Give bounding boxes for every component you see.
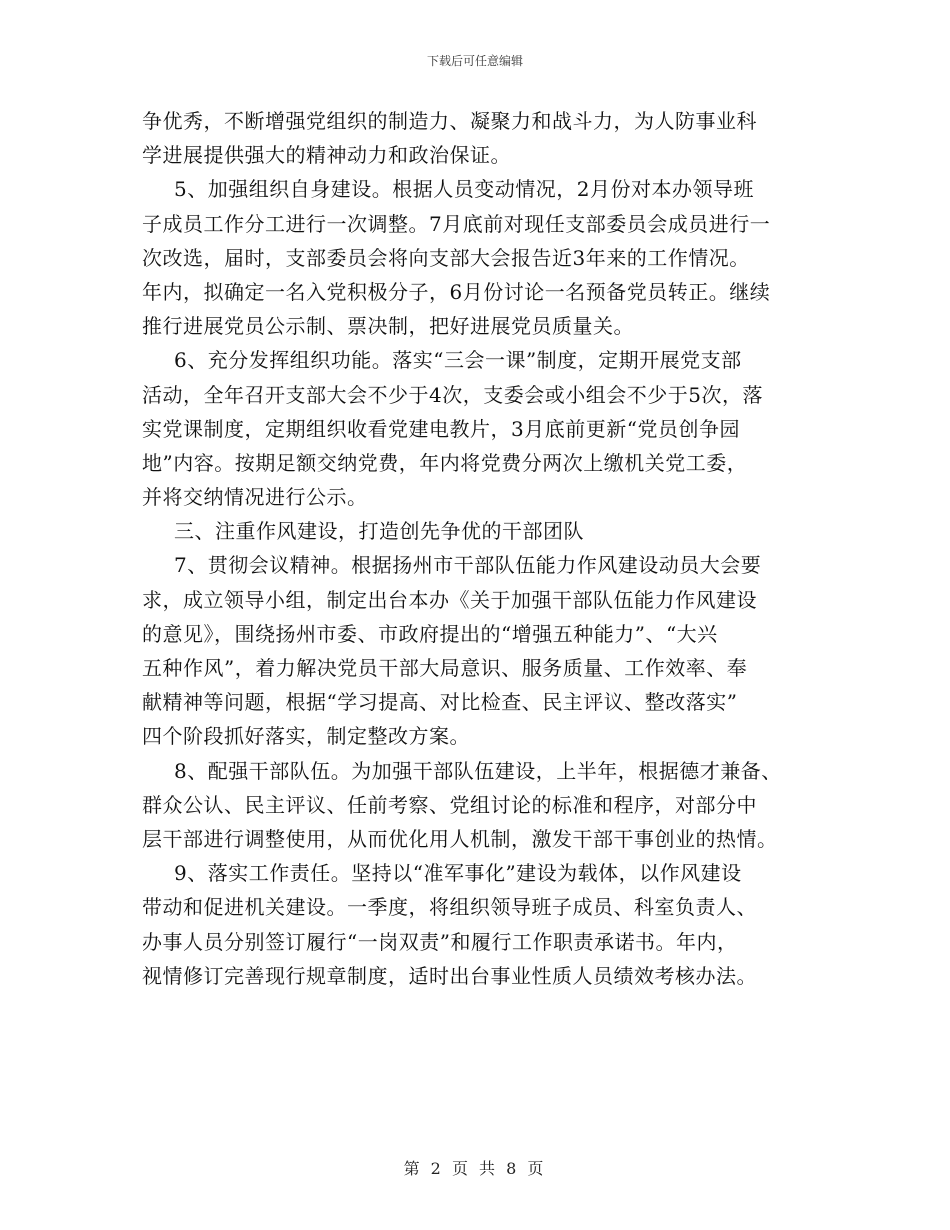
text-line: 学进展提供强大的精神动力和政治保证。	[142, 143, 511, 168]
text-line: 实党课制度，定期组织收看党建电教片，3月底前更新“党员创争园	[142, 416, 740, 441]
text-line: 地”内容。按期足额交纳党费，年内将党费分两次上缴机关党工委，	[142, 450, 748, 475]
text-line: 的意见》，围绕扬州市委、市政府提出的“增强五种能力”、“大兴	[142, 621, 718, 646]
text-line: 献精神等问题，根据“学习提高、对比检查、民主评议、整改落实”	[142, 690, 738, 715]
page-number: 第 2 页 共 8 页	[403, 1159, 547, 1178]
text-line: 视情修订完善现行规章制度，适时出台事业性质人员绩效考核办法。	[142, 963, 757, 988]
paragraph-start: 6、充分发挥组织功能。落实“三会一课”制度，定期开展党支部	[174, 348, 742, 373]
text-line: 层干部进行调整使用，从而优化用人机制，激发干部干事创业的热情。	[142, 826, 778, 851]
document-body	[142, 104, 822, 993]
paragraph-start: 9、落实工作责任。坚持以“准军事化”建设为载体，以作风建设	[174, 861, 742, 886]
text-line: 办事人员分别签订履行“一岗双责”和履行工作职责承诺书。年内，	[142, 929, 738, 954]
text-line: 五种作风”，着力解决党员干部大局意识、服务质量、工作效率、奉	[142, 656, 748, 680]
text-line: 带动和促进机关建设。一季度，将组织领导班子成员、科室负责人、	[142, 895, 757, 920]
page-header: 下载后可任意编辑	[426, 54, 523, 68]
text-line: 次改选，届时，支部委员会将向支部大会报告近3年来的工作情况。	[142, 245, 750, 270]
text-line: 四个阶段抓好落实，制定整改方案。	[142, 724, 470, 749]
text-line: 群众公认、民主评议、任前考察、党组讨论的标准和程序，对部分中	[142, 792, 757, 817]
text-line: 并将交纳情况进行公示。	[142, 485, 368, 510]
text-line: 活动，全年召开支部大会不少于4次，支委会或小组会不少于5次，落	[142, 382, 763, 407]
text-line: 求，成立领导小组，制定出台本办《关于加强干部队伍能力作风建设	[142, 587, 757, 612]
section-heading: 三、注重作风建设，打造创先争优的干部团队	[174, 519, 584, 544]
paragraph-start: 5、加强组织自身建设。根据人员变动情况，2月份对本办领导班	[174, 177, 754, 202]
text-line: 争优秀，不断增强党组织的制造力、凝聚力和战斗力，为人防事业科	[142, 109, 757, 133]
paragraph-start: 8、配强干部队伍。为加强干部队伍建设，上半年，根据德才兼备、	[174, 758, 782, 783]
text-line: 子成员工作分工进行一次调整。7月底前对现任支部委员会成员进行一	[142, 211, 771, 236]
text-line: 推行进展党员公示制、票决制，把好进展党员质量关。	[142, 314, 634, 339]
paragraph-start: 7、贯彻会议精神。根据扬州市干部队伍能力作风建设动员大会要	[174, 553, 762, 578]
text-line: 年内，拟确定一名入党积极分子，6月份讨论一名预备党员转正。继续	[142, 279, 771, 304]
